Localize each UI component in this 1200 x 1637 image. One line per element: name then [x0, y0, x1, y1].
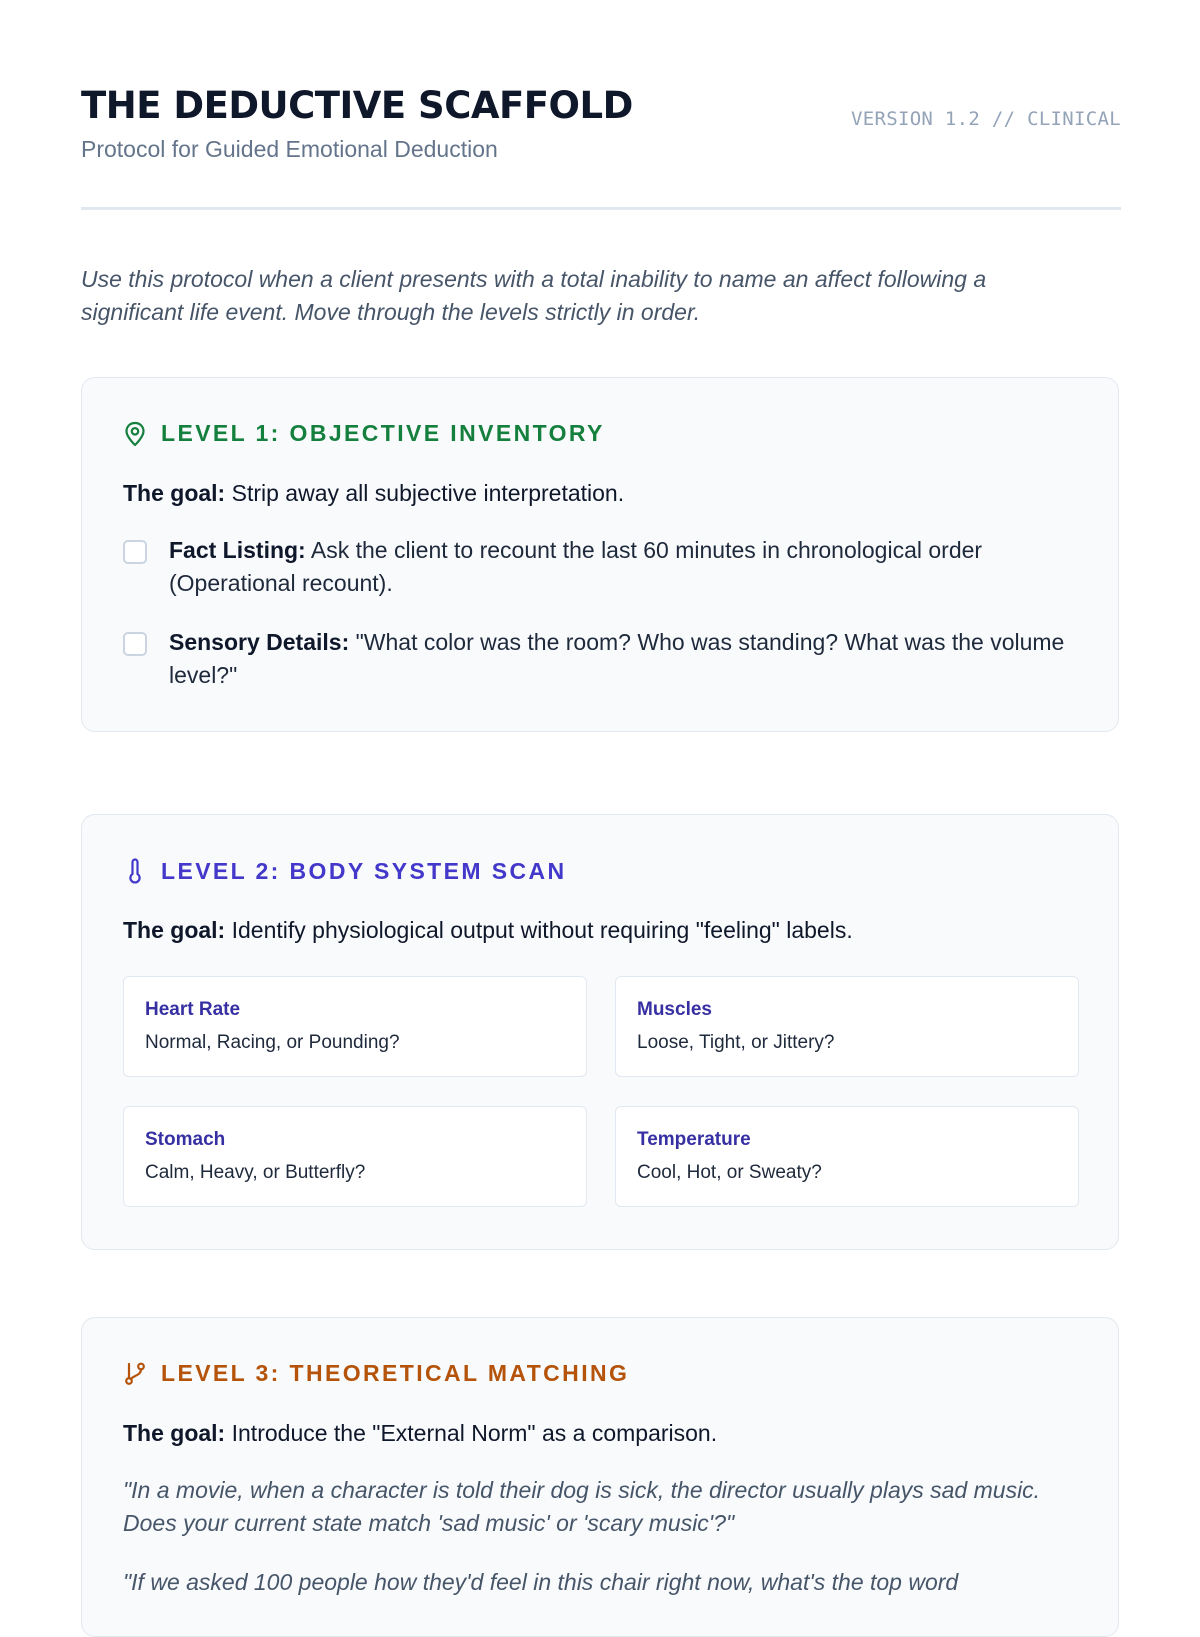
version-label: VERSION 1.2 // CLINICAL [851, 108, 1121, 130]
goal-text: Strip away all subjective interpretation. [225, 480, 625, 506]
level-1-heading [123, 420, 605, 447]
level-3-goal [123, 1418, 717, 1448]
goal-label: The goal: [123, 1420, 226, 1446]
level-2-card [81, 814, 1119, 1250]
body-system-box [123, 1106, 587, 1207]
body-system-label: Stomach [145, 1129, 226, 1150]
checklist-item-label: Fact Listing: [169, 537, 306, 563]
level-3-title: LEVEL 3: THEORETICAL MATCHING [161, 1360, 630, 1386]
body-system-label: Muscles [637, 999, 712, 1020]
example-quote: "In a movie, when a character is told their dog is sick, the director usually plays sad music. Does your current state match 'sad music' or 'scary music'?" [123, 1477, 1041, 1536]
body-system-desc: Loose, Tight, or Jittery? [637, 1032, 835, 1053]
fact-listing-checkbox[interactable] [123, 540, 147, 564]
checklist-item-label: Sensory Details: [169, 629, 350, 655]
map-pin-icon [123, 421, 147, 447]
checklist-item [123, 626, 1073, 692]
level-1-goal [123, 478, 624, 508]
goal-text: Introduce the "External Norm" as a comparison. [225, 1420, 718, 1446]
example-quote: "If we asked 100 people how they'd feel in this chair right now, what's the top word [123, 1569, 959, 1595]
page-title: THE DEDUCTIVE SCAFFOLD [81, 84, 633, 127]
body-system-desc: Cool, Hot, or Sweaty? [637, 1162, 822, 1183]
level-2-goal [123, 915, 853, 945]
level-1-title: LEVEL 1: OBJECTIVE INVENTORY [161, 420, 605, 446]
checklist-item-text: Ask the client to recount the last 60 minutes in chronological order (Operational recount). [169, 537, 983, 596]
goal-text: Identify physiological output without requiring "feeling" labels. [225, 917, 853, 943]
goal-label: The goal: [123, 480, 226, 506]
document-header [81, 82, 1121, 162]
checklist-item [123, 534, 1073, 600]
level-3-card [81, 1317, 1119, 1637]
intro-text: Use this protocol when a client presents with a total inability to name an affect following a significant life event. Move through the levels strictly in order. [81, 266, 987, 325]
body-system-box [615, 1106, 1079, 1207]
sensory-details-checkbox[interactable] [123, 632, 147, 656]
body-system-desc: Calm, Heavy, or Butterfly? [145, 1162, 366, 1183]
level-2-heading [123, 857, 567, 885]
body-system-label: Heart Rate [145, 999, 241, 1020]
git-branch-icon [123, 1361, 147, 1387]
body-system-box [615, 976, 1079, 1077]
level-3-heading [123, 1360, 629, 1387]
checklist-item-text: "What color was the room? Who was standing? What was the volume level?" [169, 629, 1065, 688]
thermometer-icon [123, 857, 147, 885]
level-1-card [81, 377, 1119, 732]
goal-label: The goal: [123, 917, 226, 943]
body-system-box [123, 976, 587, 1077]
page-subtitle: Protocol for Guided Emotional Deduction [81, 136, 498, 162]
header-divider [81, 207, 1121, 210]
body-system-desc: Normal, Racing, or Pounding? [145, 1032, 400, 1053]
level-2-title: LEVEL 2: BODY SYSTEM SCAN [161, 857, 567, 884]
body-system-label: Temperature [637, 1129, 751, 1150]
